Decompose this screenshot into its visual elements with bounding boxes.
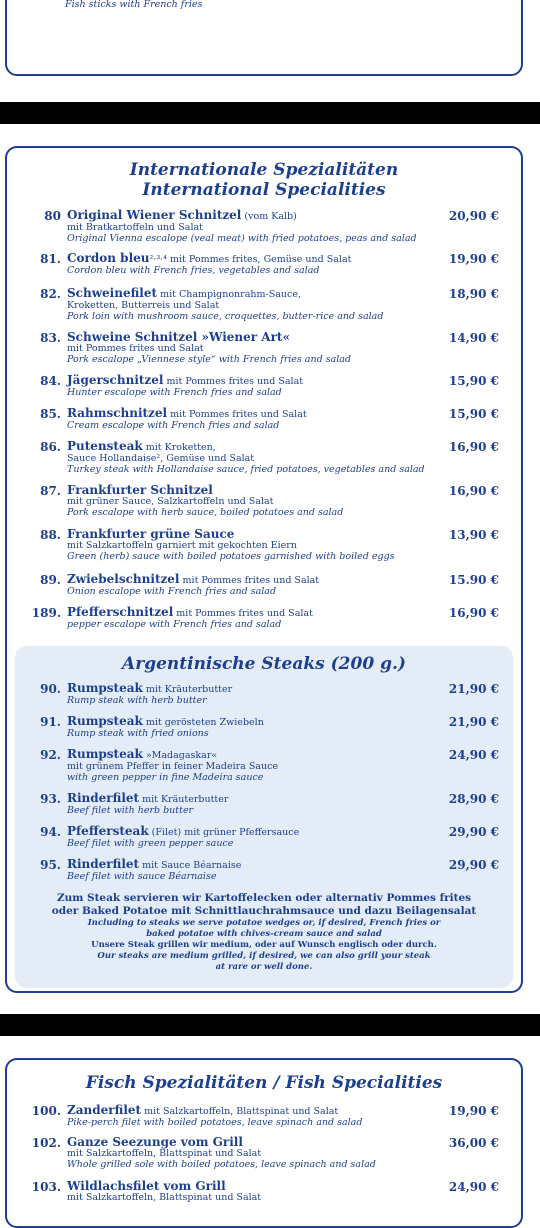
item-extra: (vom Kalb) xyxy=(241,211,297,222)
item-german-desc: mit Salzkartoffeln garniert mit gekochten Eiern xyxy=(67,540,297,551)
steak-note-line-6: Our steaks are medium grilled, if desired, we can also grill your steak xyxy=(97,951,431,961)
item-english-desc: Cordon bleu with French fries, vegetables and salad xyxy=(67,265,320,276)
item-description xyxy=(67,209,431,244)
item-german-desc: Kroketten, Butterreis und Salat xyxy=(67,300,220,311)
item-price: 29,90 € xyxy=(448,825,499,839)
item-extra: mit Pommes frites und Salat xyxy=(179,575,320,586)
divider-band-2 xyxy=(0,1014,540,1036)
steak-note-line-1: Zum Steak servieren wir Kartoffelecken oder alternativ Pommes frites xyxy=(56,892,472,904)
item-name: Pfeffersteak xyxy=(67,824,149,838)
item-description xyxy=(67,440,431,475)
steak-note-line-2: oder Baked Potatoe mit Schnittlauchrahmsauce und dazu Beilagensalat xyxy=(51,905,477,917)
item-price: 24,90 € xyxy=(448,1180,499,1194)
item-number: 91. xyxy=(40,715,61,729)
item-extra: mit Kräuterbutter xyxy=(139,794,229,805)
item-price: 28,90 € xyxy=(448,792,499,806)
item-name: Putensteak xyxy=(67,439,143,453)
item-english-desc: Pork escalope with herb sauce, boiled potatoes and salad xyxy=(67,506,344,518)
menu-item xyxy=(7,440,521,480)
item-name: Pfefferschnitzel xyxy=(67,605,174,619)
item-price: 15,90 € xyxy=(448,374,499,388)
item-extra: »Madagaskar« xyxy=(142,750,218,761)
item-extra: ²·³·⁴ mit Pommes frites, Gemüse und Salat xyxy=(149,254,352,265)
item-name: Rinderfilet xyxy=(67,857,140,871)
item-description xyxy=(67,528,431,562)
international-panel xyxy=(5,146,523,993)
item-price: 16,90 € xyxy=(448,440,499,454)
item-name: Rumpsteak xyxy=(67,681,143,695)
item-price: 19,90 € xyxy=(448,1104,499,1118)
item-extra: mit Kroketten, xyxy=(142,442,216,453)
item-number: 93. xyxy=(40,792,61,806)
item-name: Wildlachsfilet vom Grill xyxy=(67,1179,226,1193)
item-name: Rumpsteak xyxy=(67,714,143,728)
item-number: 92. xyxy=(40,748,61,762)
item-number: 84. xyxy=(40,374,61,388)
item-name: Schweinefilet xyxy=(67,286,158,300)
item-extra: mit Sauce Béarnaise xyxy=(139,860,242,871)
steak-box xyxy=(15,646,513,988)
item-description xyxy=(67,748,431,783)
item-description xyxy=(67,407,431,432)
item-extra: mit Pommes frites und Salat xyxy=(173,608,313,619)
item-number: 100. xyxy=(31,1104,61,1118)
divider-band-1 xyxy=(0,102,540,124)
item-english-desc: Whole grilled sole with boiled potatoes, leave spinach and salad xyxy=(67,1158,376,1170)
steak-note-line-4: baked potatoe with chives-cream sauce and salad xyxy=(146,929,382,939)
item-extra: mit Kräuterbutter xyxy=(142,684,233,695)
item-name: Cordon bleu xyxy=(67,251,150,265)
item-name: Rinderfilet xyxy=(67,791,140,805)
item-english-desc: Pike-perch filet with boiled potatoes, leave spinach and salad xyxy=(67,1117,363,1128)
item-price: 13,90 € xyxy=(448,528,499,542)
item-description xyxy=(67,1136,431,1170)
item-name: Rahmschnitzel xyxy=(67,406,168,420)
item-name: Zanderfilet xyxy=(67,1103,142,1117)
item-english-desc: Rump steak with fried onions xyxy=(67,728,209,739)
item-price: 16,90 € xyxy=(448,484,499,498)
item-english-desc: Pork loin with mushroom sauce, croquettes, butter-rice and salad xyxy=(67,310,384,322)
item-extra: (Filet) mit grüner Pfeffersauce xyxy=(148,827,300,838)
item-number: 103. xyxy=(31,1180,61,1194)
top-fragment-text: Fish sticks with French fries xyxy=(65,0,203,10)
item-name: Jägerschnitzel xyxy=(67,373,164,387)
item-description xyxy=(67,287,431,322)
menu-item xyxy=(7,528,521,568)
item-description xyxy=(67,825,431,850)
item-german-desc: mit Bratkartoffeln und Salat xyxy=(67,222,203,233)
item-english-desc: pepper escalope with French fries and salad xyxy=(67,619,282,630)
item-extra: mit Pommes frites und Salat xyxy=(167,409,307,420)
item-name: Zwiebelschnitzel xyxy=(67,572,180,586)
item-description xyxy=(67,331,431,365)
menu-item xyxy=(7,331,521,371)
item-name: Rumpsteak xyxy=(67,747,143,761)
item-number: 80 xyxy=(44,209,61,223)
item-name: Frankfurter Schnitzel xyxy=(67,483,213,497)
item-german-desc: mit Salzkartoffeln, Blattspinat und Salat xyxy=(67,1148,262,1159)
item-price: 15,90 € xyxy=(448,407,499,421)
item-german-desc: mit Salzkartoffeln, Blattspinat und Salat xyxy=(67,1192,262,1203)
steaks-title: Argentinische Steaks (200 g.) xyxy=(122,654,406,674)
item-number: 102. xyxy=(31,1136,61,1150)
item-extra: mit Pommes frites und Salat xyxy=(163,376,304,387)
item-extra: mit gerösteten Zwiebeln xyxy=(142,717,264,728)
menu-item xyxy=(7,287,521,327)
steak-note-line-7: at rare or well done. xyxy=(215,962,313,972)
item-price: 24,90 € xyxy=(448,748,499,762)
item-description xyxy=(67,715,431,740)
item-description xyxy=(67,858,431,883)
item-english-desc: Beef filet with sauce Béarnaise xyxy=(67,871,217,882)
item-extra: mit Salzkartoffeln, Blattspinat und Salat xyxy=(141,1106,339,1117)
item-number: 95. xyxy=(40,858,61,872)
item-english-desc: Rump steak with herb butter xyxy=(67,695,207,706)
fish-panel xyxy=(5,1058,523,1228)
item-number: 94. xyxy=(40,825,61,839)
item-english-desc: Beef filet with green pepper sauce xyxy=(67,838,234,849)
item-name: Original Wiener Schnitzel xyxy=(67,208,242,222)
international-title-en: International Specialities xyxy=(142,180,386,200)
item-price: 20,90 € xyxy=(448,209,499,223)
item-price: 19,90 € xyxy=(448,252,499,266)
item-german-desc: Sauce Hollandaise², Gemüse und Salat xyxy=(67,453,255,464)
item-english-desc: with green pepper in fine Madeira sauce xyxy=(67,771,264,783)
item-extra: mit Champignonrahm-Sauce, xyxy=(157,289,301,300)
item-description xyxy=(67,374,431,399)
menu-item xyxy=(7,1180,521,1220)
steak-note-line-5: Unsere Steak grillen wir medium, oder auf Wunsch englisch oder durch. xyxy=(91,940,437,950)
item-number: 85. xyxy=(40,407,61,421)
fish-title: Fisch Spezialitäten / Fish Specialities xyxy=(85,1073,443,1093)
item-price: 14,90 € xyxy=(448,331,499,345)
item-price: 15.90 € xyxy=(448,573,499,587)
item-price: 16,90 € xyxy=(448,606,499,620)
item-english-desc: Beef filet with herb butter xyxy=(67,805,194,816)
item-description xyxy=(67,484,431,518)
item-description xyxy=(67,682,431,707)
menu-item xyxy=(7,606,521,646)
item-description xyxy=(67,252,431,277)
menu-item xyxy=(7,484,521,524)
item-german-desc: mit Pommes frites und Salat xyxy=(67,343,204,354)
item-price: 36,00 € xyxy=(448,1136,499,1150)
item-description xyxy=(67,792,431,817)
item-number: 87. xyxy=(40,484,61,498)
item-number: 83. xyxy=(40,331,61,345)
item-description xyxy=(67,573,431,598)
item-name: Ganze Seezunge vom Grill xyxy=(67,1135,243,1149)
item-english-desc: Original Vienna escalope (veal meat) with fried potatoes, peas and salad xyxy=(67,232,417,244)
item-price: 21,90 € xyxy=(448,682,499,696)
top-menu-panel xyxy=(5,0,523,76)
item-english-desc: Turkey steak with Hollandaise sauce, fried potatoes, vegetables and salad xyxy=(67,463,425,475)
item-german-desc: mit grünem Pfeffer in feiner Madeira Sauce xyxy=(67,761,279,772)
item-number: 86. xyxy=(40,440,61,454)
item-english-desc: Onion escalope with French fries and salad xyxy=(67,586,277,597)
item-german-desc: mit grüner Sauce, Salzkartoffeln und Salat xyxy=(67,496,274,507)
item-number: 89. xyxy=(40,573,61,587)
item-number: 90. xyxy=(40,682,61,696)
item-name: Frankfurter grüne Sauce xyxy=(67,527,235,541)
item-number: 88. xyxy=(40,528,61,542)
international-title-de: Internationale Spezialitäten xyxy=(129,160,399,180)
item-price: 21,90 € xyxy=(448,715,499,729)
menu-item xyxy=(7,209,521,249)
steak-note xyxy=(15,892,513,973)
item-description xyxy=(67,1104,431,1129)
item-description xyxy=(67,606,431,631)
item-english-desc: Pork escalope „Viennese style“ with French fries and salad xyxy=(67,353,352,365)
steak-note-line-3: Including to steaks we serve potatoe wedges or, if desired, French fries or xyxy=(87,918,441,928)
item-price: 29,90 € xyxy=(448,858,499,872)
item-number: 82. xyxy=(40,287,61,301)
item-number: 81. xyxy=(40,252,61,266)
item-name: Schweine Schnitzel »Wiener Art« xyxy=(67,330,290,344)
item-price: 18,90 € xyxy=(448,287,499,301)
item-english-desc: Hunter escalope with French fries and salad xyxy=(67,387,282,398)
item-english-desc: Green (herb) sauce with boiled potatoes garnished with boiled eggs xyxy=(67,550,395,562)
item-number: 189. xyxy=(31,606,61,620)
item-english-desc: Cream escalope with French fries and salad xyxy=(67,420,280,431)
menu-item xyxy=(7,748,521,788)
menu-item xyxy=(7,1136,521,1176)
